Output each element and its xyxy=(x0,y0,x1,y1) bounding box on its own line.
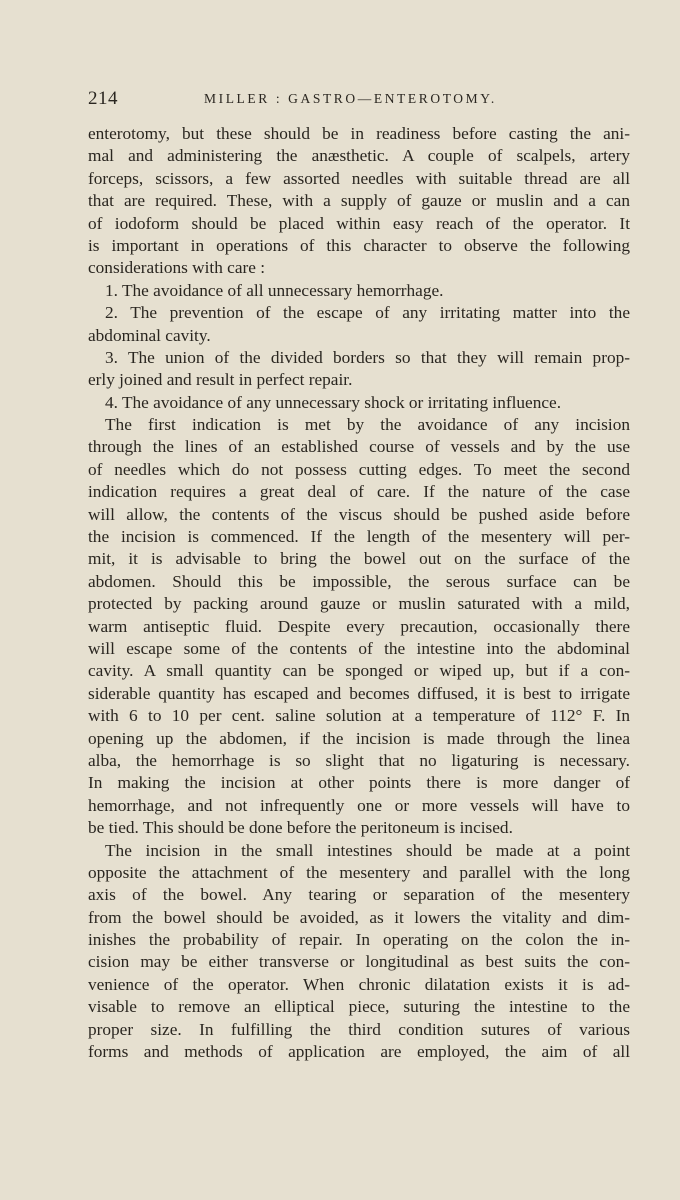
text-line: indication requires a great deal of care. If the nature of the case xyxy=(88,482,630,502)
list-item: 1. The avoidance of all unnecessary hemorrhage. xyxy=(105,280,444,300)
text-line: The incision in the small intestines should be made at a point xyxy=(105,840,630,860)
text-line: venience of the operator. When chronic dilatation exists it is ad- xyxy=(88,974,630,994)
text-line: through the lines of an established course of vessels and by the use xyxy=(88,437,630,457)
text-line: that are required. These, with a supply of gauze or muslin and a can xyxy=(88,191,630,211)
text-line: of iodoform should be placed within easy reach of the operator. It xyxy=(88,213,630,233)
text-line: axis of the bowel. Any tearing or separation of the mesentery xyxy=(88,885,630,905)
text-line: mit, it is advisable to bring the bowel out on the surface of the xyxy=(88,549,630,569)
text-line: cision may be either transverse or longitudinal as best suits the con- xyxy=(88,952,630,972)
body-text xyxy=(88,123,630,1063)
text-line: protected by packing around gauze or muslin saturated with a mild, xyxy=(88,594,630,614)
list-item: 3. The union of the divided borders so that they will remain prop- xyxy=(105,347,630,367)
text-line: inishes the probability of repair. In operating on the colon the in- xyxy=(88,930,630,950)
text-line: with 6 to 10 per cent. saline solution at a temperature of 112° F. In xyxy=(88,706,630,726)
text-line: will allow, the contents of the viscus should be pushed aside before xyxy=(88,504,630,524)
text-line: hemorrhage, and not infrequently one or more vessels will have to xyxy=(88,795,630,815)
text-line: opposite the attachment of the mesentery and parallel with the long xyxy=(88,862,630,882)
running-head xyxy=(88,88,628,112)
text-line: will escape some of the contents of the intestine into the abdominal xyxy=(88,638,630,658)
text-line: cavity. A small quantity can be sponged or wiped up, but if a con- xyxy=(88,661,630,681)
text-line: abdomen. Should this be impossible, the serous surface can be xyxy=(88,571,630,591)
text-line: In making the incision at other points there is more danger of xyxy=(88,773,630,793)
list-item: 2. The prevention of the escape of any irritating matter into the xyxy=(105,303,630,323)
text-line: from the bowel should be avoided, as it lowers the vitality and dim- xyxy=(88,907,630,927)
text-line: proper size. In fulfilling the third condition sutures of various xyxy=(88,1019,630,1039)
text-line: is important in operations of this character to observe the following xyxy=(88,235,630,255)
text-line: The first indication is met by the avoidance of any incision xyxy=(105,415,630,435)
text-line: forms and methods of application are employed, the aim of all xyxy=(88,1042,630,1062)
text-line: warm antiseptic fluid. Despite every precaution, occasionally there xyxy=(88,616,630,636)
text-line: enterotomy, but these should be in readiness before casting the ani- xyxy=(88,124,630,143)
text-line: abdominal cavity. xyxy=(88,325,211,345)
text-line: mal and administering the anæsthetic. A couple of scalpels, artery xyxy=(88,146,630,166)
page-number: 214 xyxy=(88,88,118,109)
text-line: siderable quantity has escaped and becomes diffused, it is best to irrigate xyxy=(88,683,630,703)
text-line: the incision is commenced. If the length of the mesentery will per- xyxy=(88,527,630,547)
text-line: considerations with care : xyxy=(88,258,266,278)
text-line: opening up the abdomen, if the incision is made through the linea xyxy=(88,728,630,748)
text-line: visable to remove an elliptical piece, suturing the intestine to the xyxy=(88,997,630,1017)
text-line: of needles which do not possess cutting edges. To meet the second xyxy=(88,459,630,479)
text-line: forceps, scissors, a few assorted needles with suitable thread are all xyxy=(88,168,630,188)
text-line: be tied. This should be done before the peritoneum is incised. xyxy=(88,818,513,838)
text-line: erly joined and result in perfect repair. xyxy=(88,370,353,390)
running-title: MILLER : GASTRO—ENTEROTOMY. xyxy=(204,91,497,106)
list-item: 4. The avoidance of any unnecessary shock or irritating influence. xyxy=(105,392,562,412)
text-line: alba, the hemorrhage is so slight that no ligaturing is necessary. xyxy=(88,750,630,770)
